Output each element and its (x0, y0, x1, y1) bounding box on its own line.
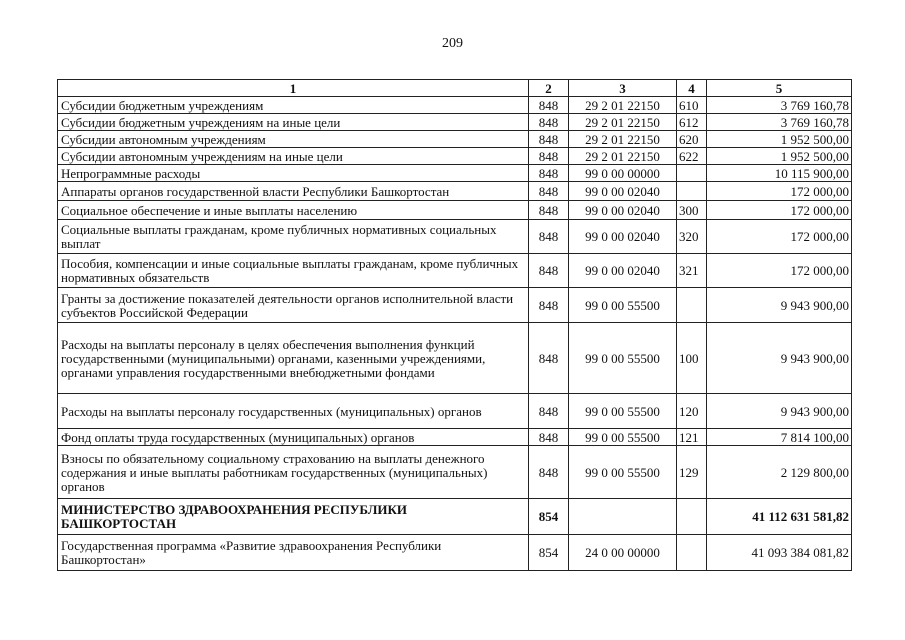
cell-gr: 848 (529, 131, 569, 148)
cell-name: Расходы на выплаты персоналу в целях обеспечения выполнения функций государственными (муниципальными) органами, казенными учреждениями, органами управления государственными внебюджетными фондами (58, 323, 529, 394)
cell-name: Аппараты органов государственной власти Республики Башкортостан (58, 182, 529, 201)
cell-cs: 29 2 01 22150 (569, 97, 677, 114)
cell-vr: 320 (677, 220, 707, 254)
cell-gr: 854 (529, 499, 569, 535)
cell-gr: 848 (529, 165, 569, 182)
cell-name: Гранты за достижение показателей деятельности органов исполнительной власти субъектов Российской Федерации (58, 288, 529, 323)
cell-gr: 848 (529, 97, 569, 114)
cell-gr: 848 (529, 394, 569, 429)
cell-vr (677, 535, 707, 571)
cell-gr: 848 (529, 254, 569, 288)
cell-vr: 612 (677, 114, 707, 131)
cell-amount: 3 769 160,78 (707, 97, 852, 114)
cell-vr: 120 (677, 394, 707, 429)
table-row (58, 323, 852, 394)
cell-amount: 9 943 900,00 (707, 323, 852, 394)
cell-cs: 99 0 00 55500 (569, 429, 677, 446)
table-row (58, 254, 852, 288)
cell-cs: 99 0 00 02040 (569, 220, 677, 254)
cell-name: Субсидии автономным учреждениям на иные цели (58, 148, 529, 165)
table-row (58, 535, 852, 571)
cell-name: Государственная программа «Развитие здравоохранения Республики Башкортостан» (58, 535, 529, 571)
column-header-name: 1 (58, 80, 529, 97)
cell-cs: 29 2 01 22150 (569, 131, 677, 148)
cell-cs: 99 0 00 00000 (569, 165, 677, 182)
cell-amount: 9 943 900,00 (707, 288, 852, 323)
cell-vr: 121 (677, 429, 707, 446)
cell-gr: 848 (529, 201, 569, 220)
cell-name: МИНИСТЕРСТВО ЗДРАВООХРАНЕНИЯ РЕСПУБЛИКИ БАШКОРТОСТАН (58, 499, 529, 535)
cell-gr: 848 (529, 429, 569, 446)
cell-cs: 24 0 00 00000 (569, 535, 677, 571)
column-header-vr: 4 (677, 80, 707, 97)
cell-gr: 848 (529, 288, 569, 323)
table-row (58, 97, 852, 114)
cell-gr: 848 (529, 182, 569, 201)
cell-vr: 300 (677, 201, 707, 220)
column-header-amount: 5 (707, 80, 852, 97)
table-row (58, 182, 852, 201)
cell-cs: 99 0 00 55500 (569, 446, 677, 499)
cell-cs: 99 0 00 02040 (569, 254, 677, 288)
table-row (58, 201, 852, 220)
budget-table (57, 79, 852, 571)
cell-vr: 622 (677, 148, 707, 165)
cell-gr: 848 (529, 148, 569, 165)
cell-amount: 1 952 500,00 (707, 131, 852, 148)
page-number: 209 (442, 36, 463, 51)
cell-gr: 854 (529, 535, 569, 571)
cell-amount: 172 000,00 (707, 201, 852, 220)
table-row (58, 165, 852, 182)
cell-gr: 848 (529, 220, 569, 254)
table-row (58, 220, 852, 254)
table-row (58, 446, 852, 499)
table-row (58, 148, 852, 165)
cell-gr: 848 (529, 446, 569, 499)
table-row (58, 114, 852, 131)
cell-vr (677, 499, 707, 535)
cell-name: Субсидии бюджетным учреждениям (58, 97, 529, 114)
cell-name: Взносы по обязательному социальному страхованию на выплаты денежного содержания и иные выплаты работникам государственных (муниципальных) органов (58, 446, 529, 499)
cell-cs (569, 499, 677, 535)
cell-amount: 172 000,00 (707, 182, 852, 201)
cell-cs: 99 0 00 55500 (569, 323, 677, 394)
cell-name: Пособия, компенсации и иные социальные выплаты гражданам, кроме публичных нормативных обязательств (58, 254, 529, 288)
cell-name: Расходы на выплаты персоналу государственных (муниципальных) органов (58, 394, 529, 429)
cell-amount: 3 769 160,78 (707, 114, 852, 131)
table-row (58, 429, 852, 446)
cell-amount: 172 000,00 (707, 254, 852, 288)
cell-name: Социальные выплаты гражданам, кроме публичных нормативных социальных выплат (58, 220, 529, 254)
cell-amount: 1 952 500,00 (707, 148, 852, 165)
column-header-gr: 2 (529, 80, 569, 97)
cell-name: Непрограммные расходы (58, 165, 529, 182)
table-header-row (58, 80, 852, 97)
cell-vr: 129 (677, 446, 707, 499)
cell-name: Фонд оплаты труда государственных (муниципальных) органов (58, 429, 529, 446)
cell-cs: 99 0 00 02040 (569, 182, 677, 201)
cell-vr (677, 182, 707, 201)
cell-name: Субсидии автономным учреждениям (58, 131, 529, 148)
table-body (58, 97, 852, 571)
cell-amount: 41 093 384 081,82 (707, 535, 852, 571)
cell-name: Субсидии бюджетным учреждениям на иные цели (58, 114, 529, 131)
cell-cs: 99 0 00 55500 (569, 288, 677, 323)
cell-gr: 848 (529, 114, 569, 131)
cell-gr: 848 (529, 323, 569, 394)
cell-cs: 99 0 00 02040 (569, 201, 677, 220)
cell-cs: 99 0 00 55500 (569, 394, 677, 429)
cell-amount: 2 129 800,00 (707, 446, 852, 499)
table-row (58, 288, 852, 323)
table-row (58, 499, 852, 535)
cell-cs: 29 2 01 22150 (569, 148, 677, 165)
cell-vr: 100 (677, 323, 707, 394)
cell-amount: 41 112 631 581,82 (707, 499, 852, 535)
cell-amount: 172 000,00 (707, 220, 852, 254)
table-row (58, 394, 852, 429)
cell-amount: 7 814 100,00 (707, 429, 852, 446)
cell-name: Социальное обеспечение и иные выплаты населению (58, 201, 529, 220)
cell-vr: 321 (677, 254, 707, 288)
cell-vr (677, 165, 707, 182)
table-row (58, 131, 852, 148)
cell-vr (677, 288, 707, 323)
cell-vr: 620 (677, 131, 707, 148)
cell-amount: 9 943 900,00 (707, 394, 852, 429)
cell-amount: 10 115 900,00 (707, 165, 852, 182)
cell-vr: 610 (677, 97, 707, 114)
cell-cs: 29 2 01 22150 (569, 114, 677, 131)
column-header-cs: 3 (569, 80, 677, 97)
